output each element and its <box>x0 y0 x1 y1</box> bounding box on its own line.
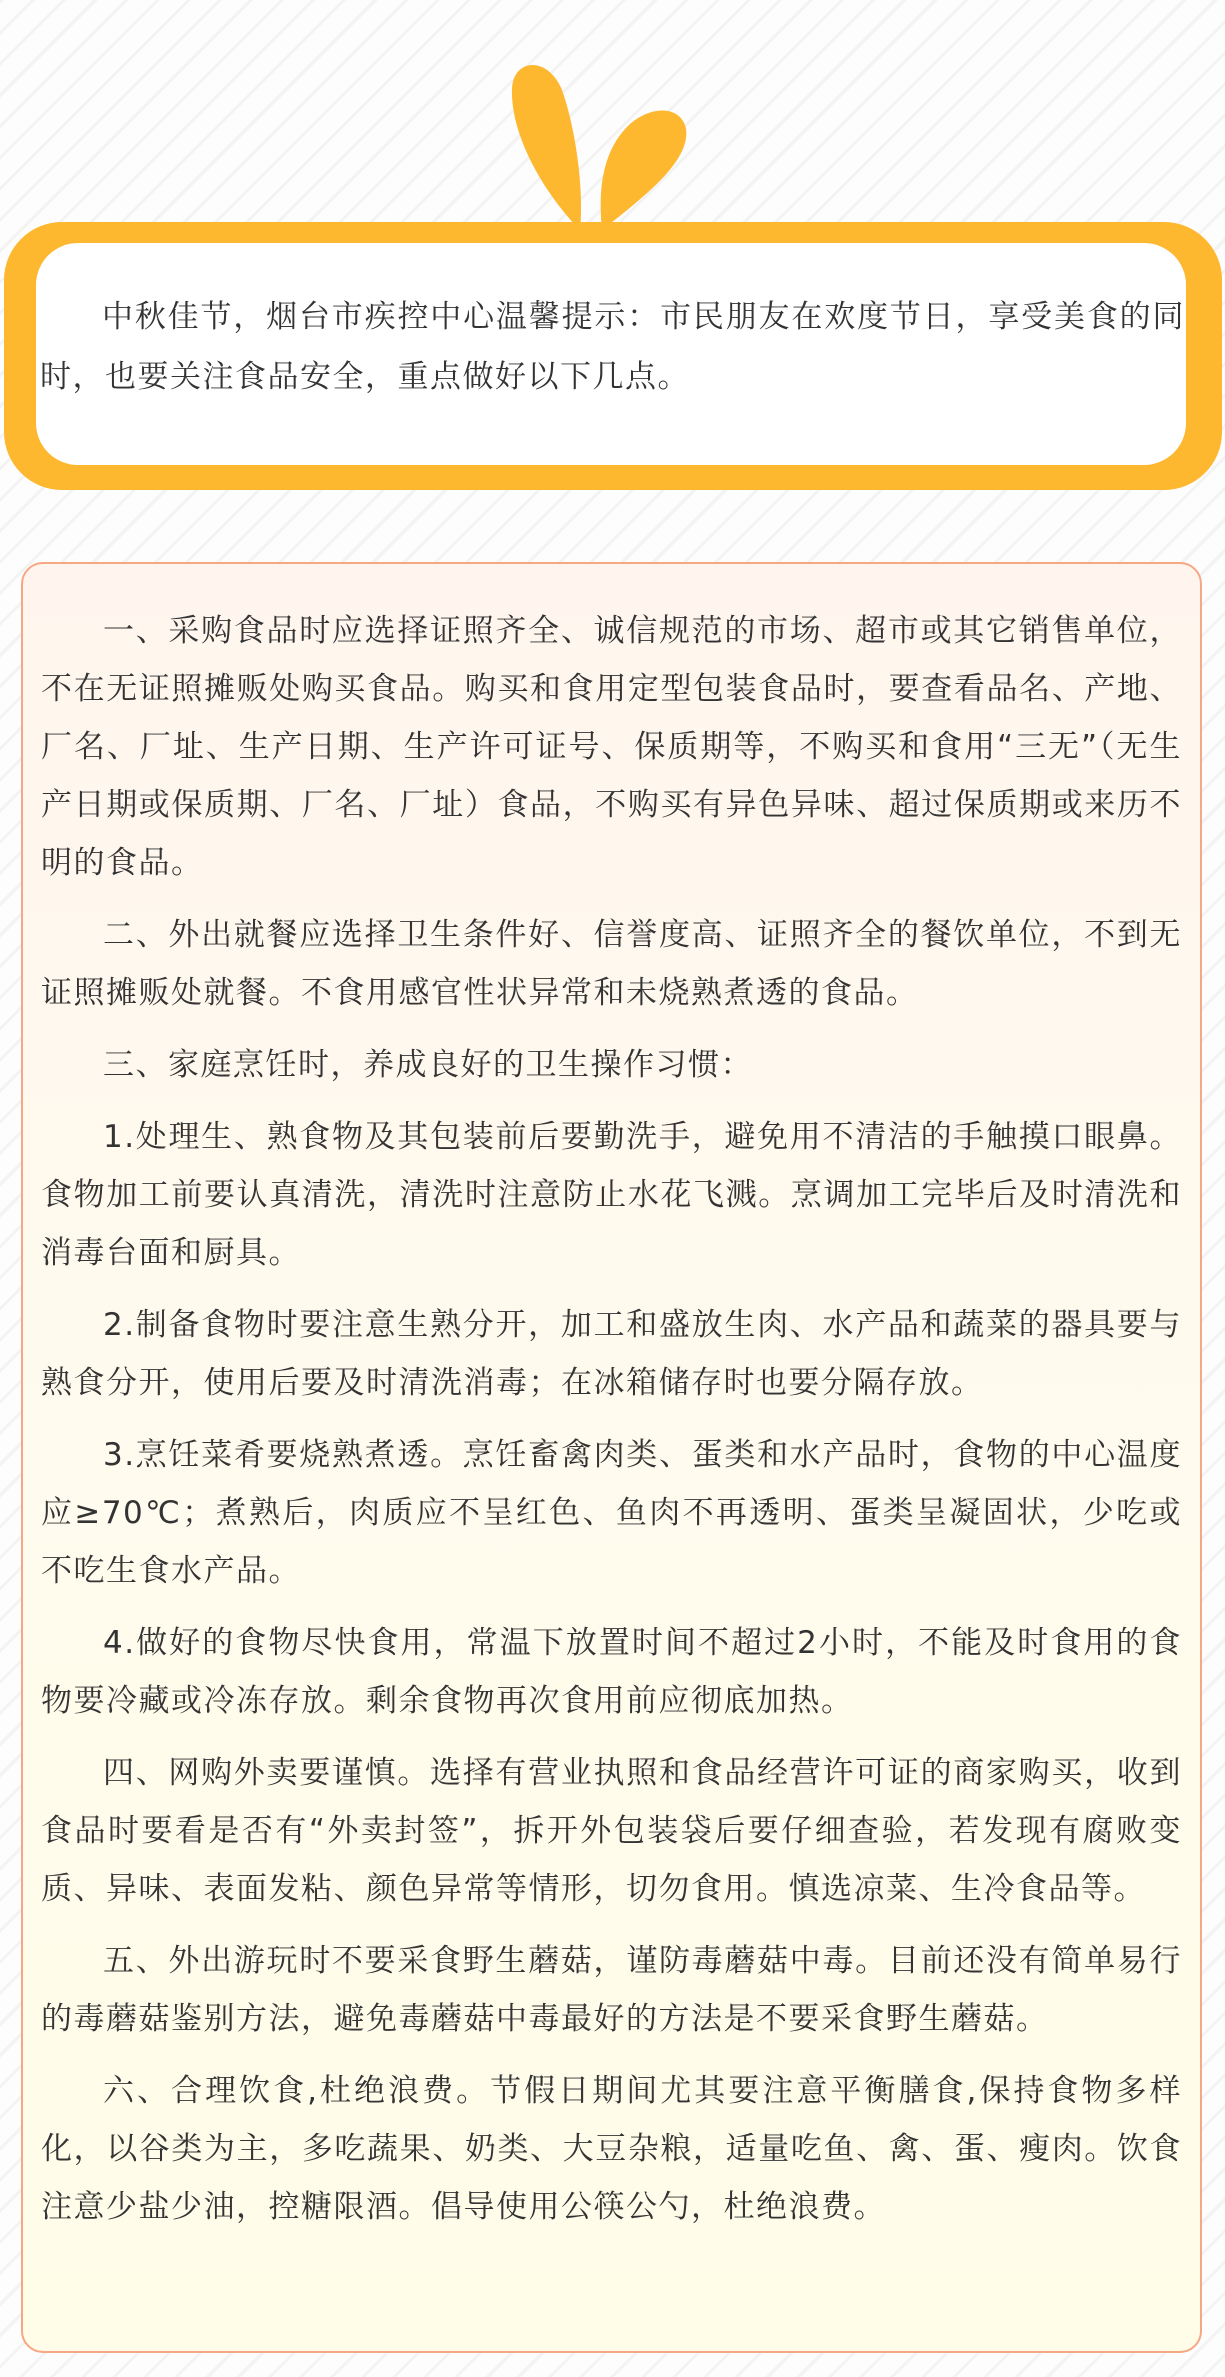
content-card <box>21 562 1202 2353</box>
paragraph-home-cooking: 三、家庭烹饪时，养成良好的卫生操作习惯： <box>103 1047 753 1083</box>
intro-text: 中秋佳节，烟台市疾控中心温馨提示：市民朋友在欢度节日，享受美食的同时，也要关注食品安全，重点做好以下几点。 <box>40 299 1185 395</box>
rabbit-ears-icon <box>490 50 730 240</box>
paragraph-online-takeout: 四、网购外卖要谨慎。选择有营业执照和食品经营许可证的商家购买，收到食品时要看是否有“外卖封签”，拆开外包装袋后要仔细查验，若发现有腐败变质、异味、表面发粘、颜色异常等情形，切勿食用。慎选凉菜、生冷食品等。 <box>41 1755 1182 1907</box>
paragraph-raw-cooked-separation: 2.制备食物时要注意生熟分开，加工和盛放生肉、水产品和蔬菜的器具要与熟食分开，使用后要及时清洗消毒；在冰箱储存时也要分隔存放。 <box>41 1307 1182 1401</box>
left-ear <box>512 65 581 230</box>
paragraph-procurement: 一、采购食品时应选择证照齐全、诚信规范的市场、超市或其它销售单位，不在无证照摊贩处购买食品。购买和食用定型包装食品时，要查看品名、产地、厂名、厂址、生产日期、生产许可证号、保质期等，不购买和食用“三无”（无生产日期或保质期、厂名、厂址）食品，不购买有异色异味、超过保质期或来历不明的食品。 <box>41 613 1182 881</box>
paragraph-balanced-diet: 六、合理饮食,杜绝浪费。节假日期间尤其要注意平衡膳食,保持食物多样化，以谷类为主，多吃蔬果、奶类、大豆杂粮，适量吃鱼、禽、蛋、瘦肉。饮食注意少盐少油，控糖限酒。倡导使用公筷公勺，杜绝浪费。 <box>41 2073 1182 2225</box>
paragraph-dining-out: 二、外出就餐应选择卫生条件好、信誉度高、证照齐全的餐饮单位，不到无证照摊贩处就餐。不食用感官性状异常和未烧熟煮透的食品。 <box>41 917 1182 1011</box>
paragraph-hand-washing: 1.处理生、熟食物及其包装前后要勤洗手，避免用不清洁的手触摸口眼鼻。食物加工前要认真清洗，清洗时注意防止水花飞溅。烹调加工完毕后及时清洗和消毒台面和厨具。 <box>41 1119 1182 1271</box>
paragraph-wild-mushrooms: 五、外出游玩时不要采食野生蘑菇，谨防毒蘑菇中毒。目前还没有简单易行的毒蘑菇鉴别方法，避免毒蘑菇中毒最好的方法是不要采食野生蘑菇。 <box>41 1943 1182 2037</box>
paragraph-storage: 4.做好的食物尽快食用，常温下放置时间不超过2小时，不能及时食用的食物要冷藏或冷冻存放。剩余食物再次食用前应彻底加热。 <box>41 1625 1182 1719</box>
paragraph-cook-thoroughly: 3.烹饪菜肴要烧熟煮透。烹饪畜禽肉类、蛋类和水产品时，食物的中心温度应≥70℃；煮熟后，肉质应不呈红色、鱼肉不再透明、蛋类呈凝固状，少吃或不吃生食水产品。 <box>41 1437 1182 1589</box>
right-ear <box>601 110 687 230</box>
